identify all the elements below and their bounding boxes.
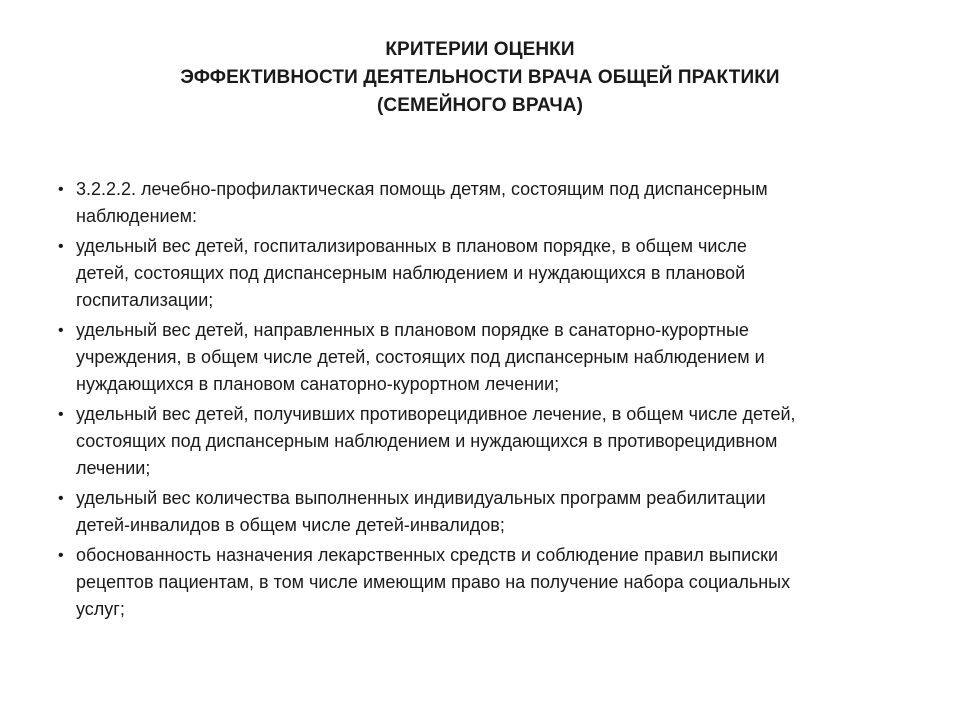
bullet-dot-icon: • xyxy=(58,547,64,564)
list-item xyxy=(54,542,914,623)
title-line-1: КРИТЕРИИ ОЦЕНКИ xyxy=(385,39,575,60)
item-line: удельный вес детей, получивших противорецидивное лечение, в общем числе детей, xyxy=(76,404,796,424)
criteria-list xyxy=(54,176,914,626)
bullet-dot-icon: • xyxy=(58,181,64,198)
bullet-dot-icon: • xyxy=(58,238,64,255)
item-line: 3.2.2.2. лечебно-профилактическая помощь детям, состоящим под диспансерным xyxy=(76,179,768,199)
item-line: удельный вес количества выполненных индивидуальных программ реабилитации xyxy=(76,488,766,508)
bullet-dot-icon: • xyxy=(58,406,64,423)
item-line: детей-инвалидов в общем числе детей-инвалидов; xyxy=(76,515,505,535)
item-line: рецептов пациентам, в том числе имеющим право на получение набора социальных xyxy=(76,572,791,592)
item-line: детей, состоящих под диспансерным наблюдением и нуждающихся в плановой xyxy=(76,263,746,283)
title-line-3: (СЕМЕЙНОГО ВРАЧА) xyxy=(376,95,584,116)
item-line: наблюдением: xyxy=(76,206,197,226)
item-line: нуждающихся в плановом санаторно-курортном лечении; xyxy=(76,374,560,394)
item-line: удельный вес детей, госпитализированных в плановом порядке, в общем числе xyxy=(76,236,747,256)
list-item xyxy=(54,317,914,398)
item-line: услуг; xyxy=(76,599,125,619)
bullet-dot-icon: • xyxy=(58,322,64,339)
slide-title xyxy=(120,36,840,120)
list-item xyxy=(54,233,914,314)
item-line: состоящих под диспансерным наблюдением и нуждающихся в противорецидивном xyxy=(76,431,778,451)
list-item xyxy=(54,485,914,539)
item-line: лечении; xyxy=(76,458,151,478)
bullet-dot-icon: • xyxy=(58,490,64,507)
list-item xyxy=(54,401,914,482)
item-line: обоснованность назначения лекарственных средств и соблюдение правил выписки xyxy=(76,545,779,565)
title-line-2: ЭФФЕКТИВНОСТИ ДЕЯТЕЛЬНОСТИ ВРАЧА ОБЩЕЙ ПРАКТИКИ xyxy=(180,67,780,88)
item-line: удельный вес детей, направленных в плановом порядке в санаторно-курортные xyxy=(76,320,749,340)
item-line: учреждения, в общем числе детей, состоящих под диспансерным наблюдением и xyxy=(76,347,765,367)
list-item xyxy=(54,176,914,230)
item-line: госпитализации; xyxy=(76,290,214,310)
